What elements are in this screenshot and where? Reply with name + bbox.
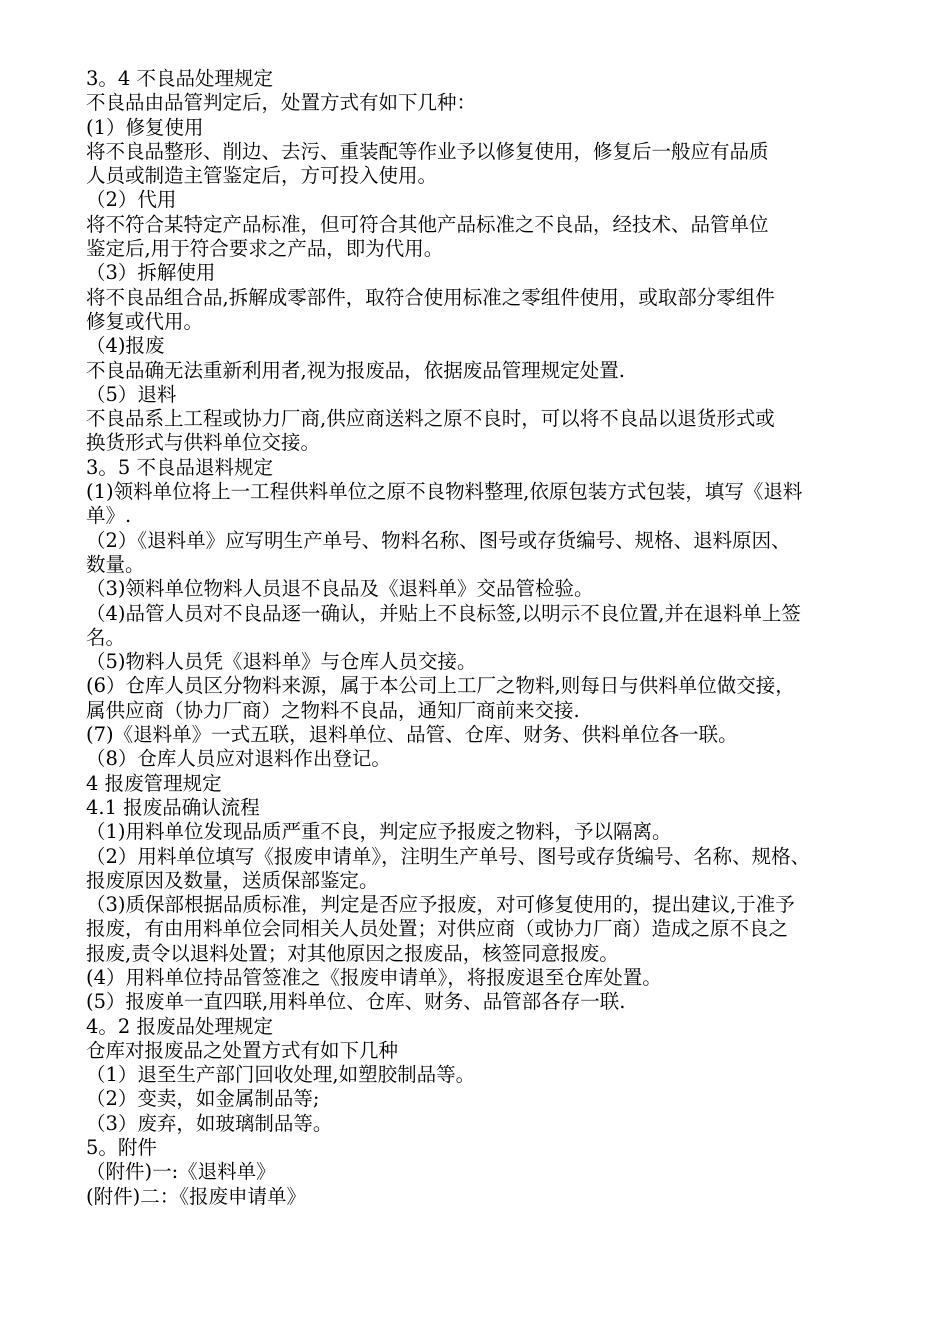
list-item: 报废，有由用料单位会同相关人员处置；对供应商（或协力厂商）造成之原不良之 <box>86 917 789 941</box>
list-item: 报废,责令以退料处置；对其他原因之报废品，核签同意报废。 <box>86 941 619 965</box>
list-item: (5）报废单一直四联,用料单位、仓库、财务、品管部各存一联. <box>86 990 626 1014</box>
list-item: 数量。 <box>86 552 145 576</box>
list-item-heading: （2）代用 <box>86 188 177 212</box>
list-item: （8）仓库人员应对退料作出登记。 <box>86 747 391 771</box>
section-heading-5: 5。附件 <box>86 1136 157 1160</box>
list-item: (7)《退料单》一式五联，退料单位、品管、仓库、财务、供料单位各一联。 <box>86 723 738 747</box>
paragraph-line: 不良品系上工程或协力厂商,供应商送料之原不良时，可以将不良品以退货形式或 <box>86 407 775 431</box>
list-item-heading: (1）修复使用 <box>86 115 204 139</box>
section-heading-4-1: 4.1 报废品确认流程 <box>86 795 260 819</box>
list-item-heading: （3）拆解使用 <box>86 261 216 285</box>
section-heading-3-4: 3。4 不良品处理规定 <box>86 67 274 90</box>
list-item: 名。 <box>86 625 126 649</box>
paragraph-line: 将不符合某特定产品标准，但可符合其他产品标准之不良品，经技术、品管单位 <box>86 212 769 236</box>
list-item: （5)物料人员凭《退料单》与仓库人员交接。 <box>86 650 477 674</box>
list-item: 单》. <box>86 504 132 528</box>
list-item: (4）用料单位持品管签准之《报废申请单》，将报废退至仓库处置。 <box>86 965 662 989</box>
paragraph-line: 不良品确无法重新利用者,视为报废品，依据废品管理规定处置. <box>86 358 625 382</box>
list-item: （2）用料单位填写《报废申请单》，注明生产单号、图号或存货编号、名称、规格、 <box>86 844 811 868</box>
document-body <box>86 67 916 1209</box>
list-item: (1)领料单位将上一工程供料单位之原不良物料整理,依原包装方式包装，填写《退料 <box>86 480 803 504</box>
paragraph-line: 仓库对报废品之处置方式有如下几种 <box>86 1038 399 1062</box>
list-item: （2）变卖，如金属制品等; <box>86 1087 320 1111</box>
paragraph-line: 修复或代用。 <box>86 309 204 333</box>
list-item: （1)用料单位发现品质严重不良，判定应予报废之物料，予以隔离。 <box>86 820 672 844</box>
list-item: 报废原因及数量，送质保部鉴定。 <box>86 868 379 892</box>
list-item: （3）废弃，如玻璃制品等。 <box>86 1111 333 1135</box>
list-item: （3)质保部根据品质标准，判定是否应予报废，对可修复使用的，提出建议,于准予 <box>86 893 795 917</box>
paragraph-line: 将不良品组合品,拆解成零部件，取符合使用标准之零组件使用，或取部分零组件 <box>86 285 775 309</box>
section-heading-4-2: 4。2 报废品处理规定 <box>86 1014 274 1038</box>
section-heading-3-5: 3。5 不良品退料规定 <box>86 455 274 479</box>
list-item: （2）《退料单》应写明生产单号、物料名称、图号或存货编号、规格、退料原因、 <box>86 528 791 552</box>
paragraph-line: 鉴定后,用于符合要求之产品，即为代用。 <box>86 237 444 261</box>
list-item: （4)品管人员对不良品逐一确认，并贴上不良标签,以明示不良位置,并在退料单上签 <box>86 601 801 625</box>
list-item: 属供应商（协力厂商）之物料不良品，通知厂商前来交接. <box>86 698 580 722</box>
paragraph-line: 人员或制造主管鉴定后，方可投入使用。 <box>86 164 438 188</box>
paragraph-line: 换货形式与供料单位交接。 <box>86 431 321 455</box>
attachment-item: （附件)一:《退料单》 <box>86 1160 276 1184</box>
paragraph-line: 不良品由品管判定后，处置方式有如下几种： <box>86 91 477 115</box>
list-item: (6）仓库人员区分物料来源，属于本公司上工厂之物料,则每日与供料单位做交接， <box>86 674 795 698</box>
list-item: （1）退至生产部门回收处理,如塑胶制品等。 <box>86 1063 476 1087</box>
list-item: （3)领料单位物料人员退不良品及《退料单》交品管检验。 <box>86 577 594 601</box>
attachment-item: (附件)二：《报废申请单》 <box>86 1184 306 1208</box>
section-heading-4: 4 报废管理规定 <box>86 771 222 795</box>
paragraph-line: 将不良品整形、削边、去污、重装配等作业予以修复使用，修复后一般应有品质 <box>86 139 769 163</box>
list-item-heading: （5）退料 <box>86 382 177 406</box>
list-item-heading: （4)报废 <box>86 334 165 358</box>
